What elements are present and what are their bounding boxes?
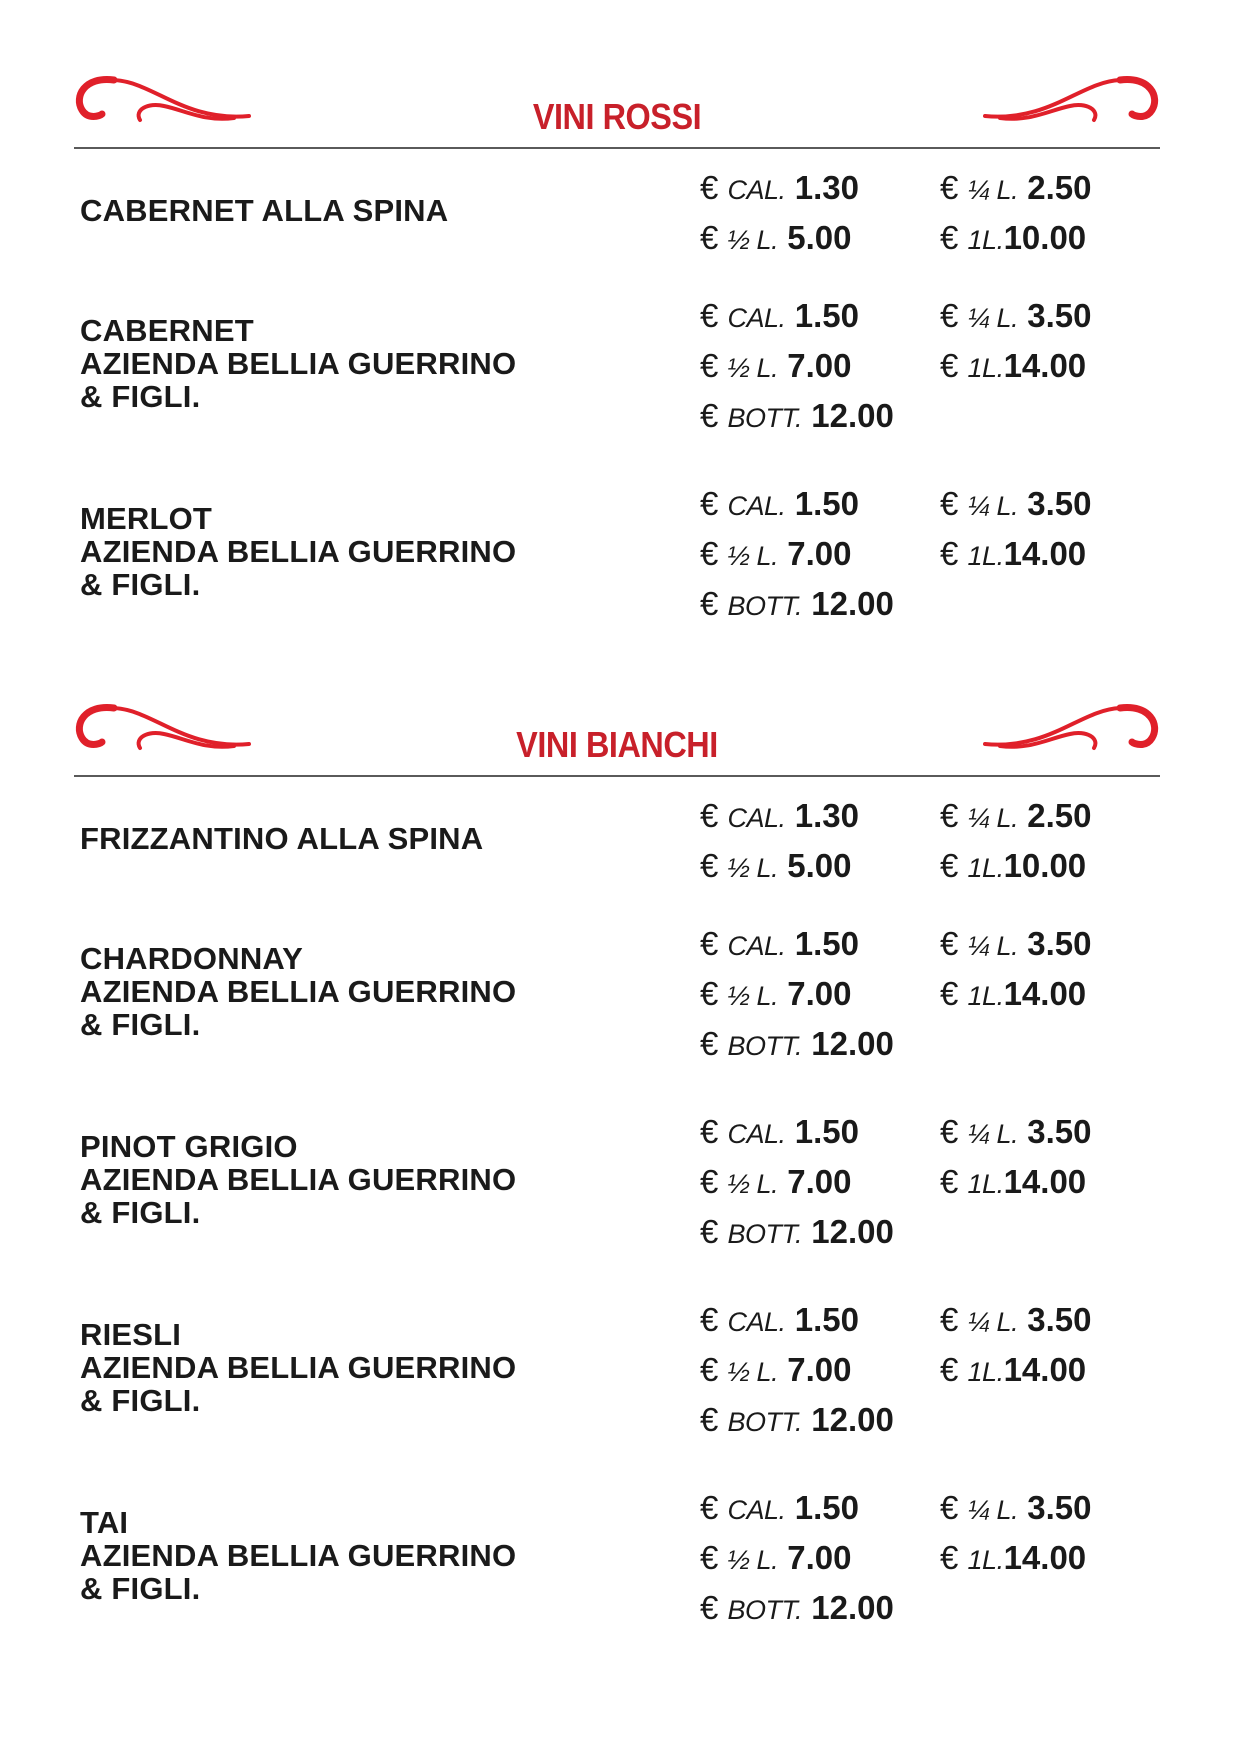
wine-producer-line: AZIENDA BELLIA GUERRINO: [80, 1538, 517, 1573]
wine-name-line: TAI: [80, 1505, 129, 1540]
wine-name-line: CABERNET: [80, 313, 254, 348]
price-half-liter: € ½ L. 7.00: [700, 975, 852, 1012]
price-half-liter: € ½ L. 7.00: [700, 347, 852, 384]
price-bottle: € BOTT. 12.00: [700, 1401, 894, 1438]
price-liter: € 1L.14.00: [940, 535, 1087, 572]
price-quarter-liter: € ¼ L. 3.50: [940, 925, 1092, 962]
price-cal: € CAL. 1.30: [700, 797, 859, 834]
price-half-liter: € ½ L. 5.00: [700, 847, 852, 884]
price-quarter-liter: € ¼ L. 2.50: [940, 797, 1092, 834]
wine-name: [80, 942, 516, 1041]
wine-producer-line: AZIENDA BELLIA GUERRINO: [80, 974, 517, 1009]
price-liter: € 1L.14.00: [940, 1163, 1087, 1200]
price-bottle: € BOTT. 12.00: [700, 1025, 894, 1062]
price-liter: € 1L.10.00: [940, 847, 1087, 884]
price-bottle: € BOTT. 12.00: [700, 1213, 894, 1250]
section-title: VINI BIANCHI: [516, 724, 718, 765]
price-cal: € CAL. 1.50: [700, 485, 859, 522]
section-divider: [74, 147, 1160, 149]
wine-producer-line: & FIGLI.: [80, 1195, 201, 1230]
section-header-vini-rossi: [74, 70, 1160, 160]
wine-name-line: CABERNET ALLA SPINA: [80, 193, 449, 228]
price-liter: € 1L.14.00: [940, 1539, 1087, 1576]
wine-name: [80, 1506, 516, 1605]
price-cal: € CAL. 1.50: [700, 1301, 859, 1338]
price-quarter-liter: € ¼ L. 3.50: [940, 1489, 1092, 1526]
price-liter: € 1L.10.00: [940, 219, 1087, 256]
section-divider: [74, 775, 1160, 777]
price-quarter-liter: € ¼ L. 3.50: [940, 1301, 1092, 1338]
wine-name-line: MERLOT: [80, 501, 213, 536]
section-header-vini-bianchi: [74, 698, 1160, 788]
price-half-liter: € ½ L. 5.00: [700, 219, 852, 256]
wine-name-line: PINOT GRIGIO: [80, 1129, 298, 1164]
wine-producer-line: & FIGLI.: [80, 379, 201, 414]
wine-name: [80, 822, 483, 855]
price-cal: € CAL. 1.50: [700, 297, 859, 334]
wine-name-line: FRIZZANTINO ALLA SPINA: [80, 821, 484, 856]
wine-name-line: CHARDONNAY: [80, 941, 304, 976]
flourish-right-icon: [980, 700, 1160, 760]
price-cal: € CAL. 1.50: [700, 925, 859, 962]
price-half-liter: € ½ L. 7.00: [700, 1351, 852, 1388]
price-liter: € 1L.14.00: [940, 975, 1087, 1012]
price-quarter-liter: € ¼ L. 2.50: [940, 169, 1092, 206]
price-cal: € CAL. 1.30: [700, 169, 859, 206]
wine-producer-line: AZIENDA BELLIA GUERRINO: [80, 1350, 517, 1385]
section-title: VINI ROSSI: [532, 96, 702, 137]
price-cal: € CAL. 1.50: [700, 1113, 859, 1150]
wine-name: [80, 314, 516, 413]
price-liter: € 1L.14.00: [940, 1351, 1087, 1388]
wine-name-line: RIESLI: [80, 1317, 182, 1352]
wine-name: [80, 1130, 516, 1229]
wine-producer-line: & FIGLI.: [80, 1571, 201, 1606]
price-bottle: € BOTT. 12.00: [700, 397, 894, 434]
wine-producer-line: AZIENDA BELLIA GUERRINO: [80, 534, 517, 569]
flourish-right-icon: [980, 72, 1160, 132]
price-cal: € CAL. 1.50: [700, 1489, 859, 1526]
wine-producer-line: AZIENDA BELLIA GUERRINO: [80, 346, 517, 381]
price-bottle: € BOTT. 12.00: [700, 1589, 894, 1626]
price-bottle: € BOTT. 12.00: [700, 585, 894, 622]
wine-producer-line: & FIGLI.: [80, 567, 201, 602]
price-quarter-liter: € ¼ L. 3.50: [940, 1113, 1092, 1150]
wine-name: [80, 502, 516, 601]
wine-producer-line: AZIENDA BELLIA GUERRINO: [80, 1162, 517, 1197]
wine-name: [80, 194, 448, 227]
price-quarter-liter: € ¼ L. 3.50: [940, 297, 1092, 334]
price-quarter-liter: € ¼ L. 3.50: [940, 485, 1092, 522]
price-half-liter: € ½ L. 7.00: [700, 535, 852, 572]
price-half-liter: € ½ L. 7.00: [700, 1163, 852, 1200]
price-half-liter: € ½ L. 7.00: [700, 1539, 852, 1576]
price-liter: € 1L.14.00: [940, 347, 1087, 384]
wine-producer-line: & FIGLI.: [80, 1007, 201, 1042]
wine-name: [80, 1318, 516, 1417]
wine-producer-line: & FIGLI.: [80, 1383, 201, 1418]
